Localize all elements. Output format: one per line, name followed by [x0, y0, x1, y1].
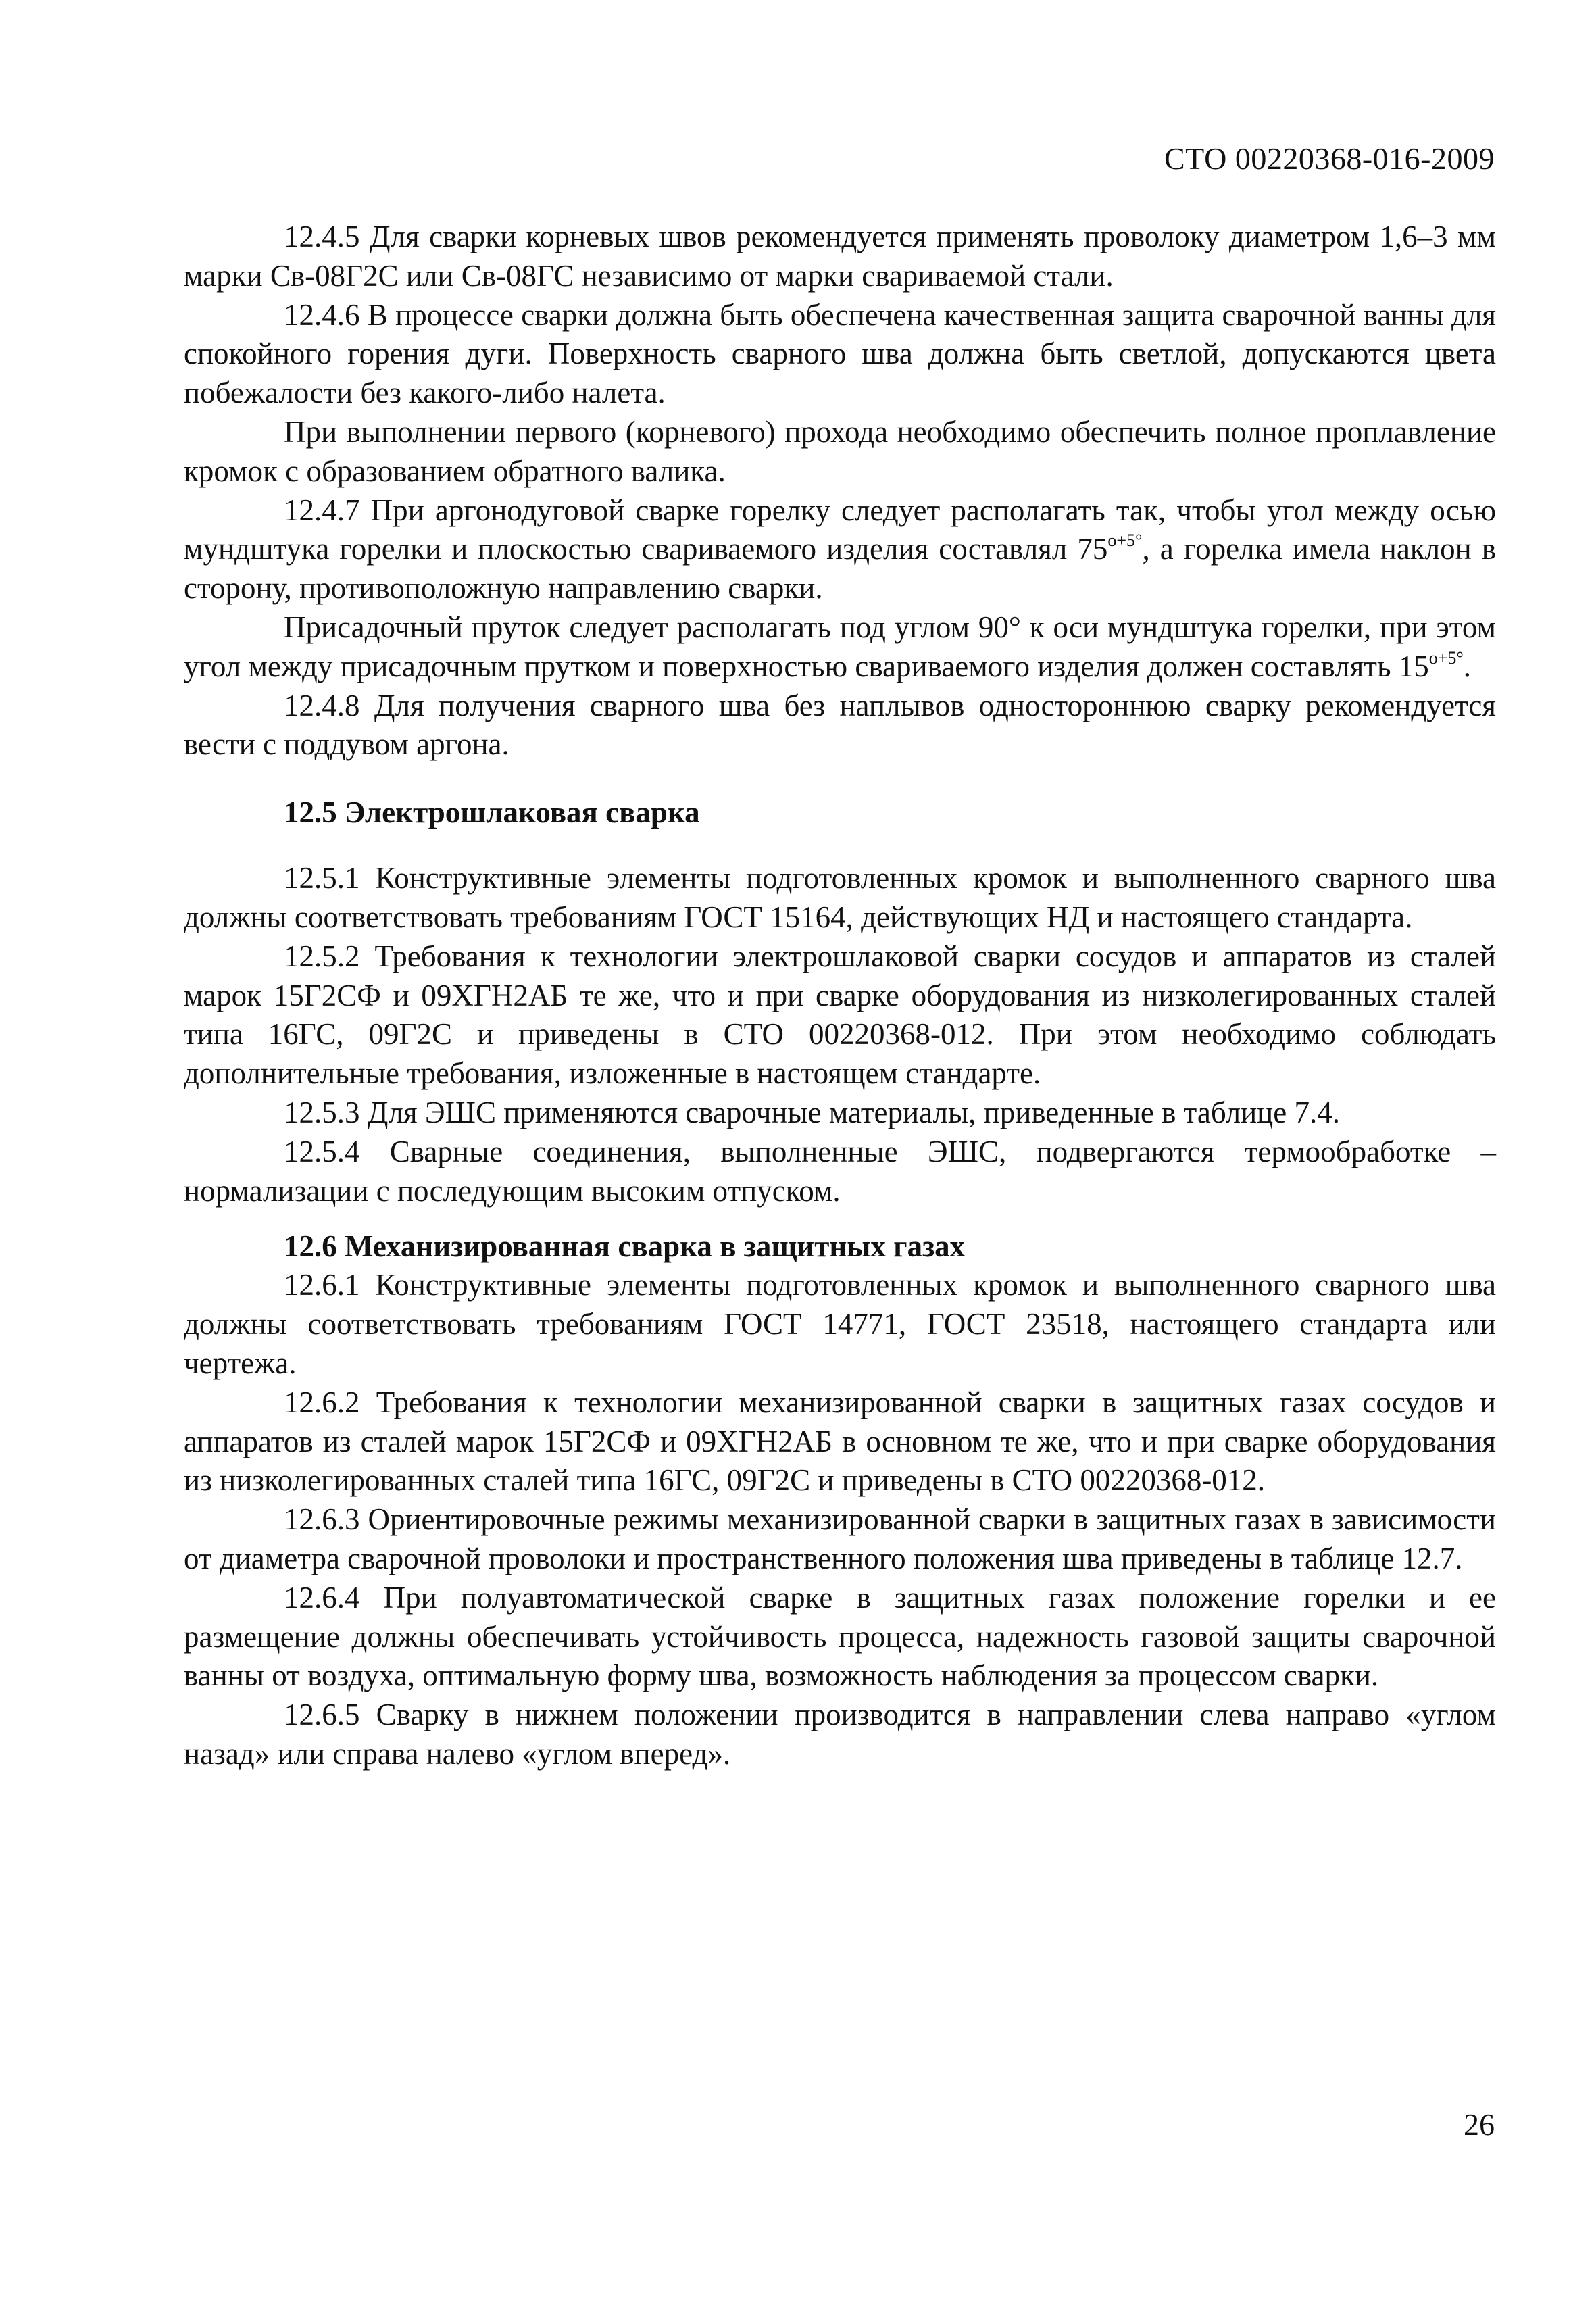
paragraph-12-4-7 — [184, 491, 1496, 608]
document-body — [184, 218, 1496, 1774]
paragraph-12-4-6: 12.4.6 В процессе сварки должна быть обеспечена качественная защита сварочной ванны для спокойного горения дуги. Поверхность сварного шва должна быть светлой, допускаются цвета побежалости без какого-либо налета. — [184, 297, 1496, 410]
paragraph-12-4-5: 12.4.5 Для сварки корневых швов рекомендуется применять проволоку диаметром 1,6–3 мм марки Св-08Г2С или Св-08ГС независимо от марки свариваемой стали. — [184, 220, 1496, 293]
paragraph-filler-rod-text-end: . — [1463, 649, 1472, 683]
paragraph-root-pass: При выполнении первого (корневого) прохода необходимо обеспечить полное проплавление кромок с образованием обратного валика. — [184, 414, 1496, 488]
paragraph-12-4-7-text: 12.4.7 При аргонодуговой сварке горелку следует располагать так, чтобы угол между осью мундштука горелки и плоскостью свариваемого изделия составлял 75 — [184, 493, 1496, 566]
paragraph-filler-rod — [184, 608, 1496, 687]
section-heading-12-6: 12.6 Механизированная сварка в защитных газах — [284, 1229, 966, 1264]
angle-tolerance-superscript: о+5° — [1107, 531, 1143, 551]
paragraph-12-6-4: 12.6.4 При полуавтоматической сварке в защитных газах положение горелки и ее размещение должны обеспечивать устойчивость процесса, надежность газовой защиты сварочной ванны от воздуха, оптимальную форму шва, возможность наблюдения за процессом сварки. — [184, 1580, 1496, 1693]
section-gap — [184, 1210, 1496, 1227]
paragraph-12-5-4: 12.5.4 Сварные соединения, выполненные ЭШС, подвергаются термообработке – нормализации с последующим высоким отпуском. — [184, 1134, 1496, 1208]
paragraph-12-5-3: 12.5.3 Для ЭШС применяются сварочные материалы, приведенные в таблице 7.4. — [284, 1095, 1340, 1129]
paragraph-12-5-1: 12.5.1 Конструктивные элементы подготовленных кромок и выполненного сварного шва должны соответствовать требованиям ГОСТ 15164, действующих НД и настоящего стандарта. — [184, 861, 1496, 934]
paragraph-12-6-3: 12.6.3 Ориентировочные режимы механизированной сварки в защитных газах в зависимости от диаметра сварочной проволоки и пространственного положения шва приведены в таблице 12.7. — [184, 1502, 1496, 1575]
paragraph-12-6-1: 12.6.1 Конструктивные элементы подготовленных кромок и выполненного сварного шва должны соответствовать требованиям ГОСТ 14771, ГОСТ 23518, настоящего стандарта или чертежа. — [184, 1268, 1496, 1380]
section-heading-12-5: 12.5 Электрошлаковая сварка — [284, 795, 700, 830]
paragraph-12-6-2: 12.6.2 Требования к технологии механизированной сварки в защитных газах сосудов и аппаратов из сталей марок 15Г2СФ и 09ХГН2АБ в основном те же, что и при сварке оборудования из низколегированных сталей типа 16ГС, 09Г2С и приведены в СТО 00220368-012. — [184, 1385, 1496, 1498]
paragraph-12-5-2: 12.5.2 Требования к технологии электрошлаковой сварки сосудов и аппаратов из сталей марок 15Г2СФ и 09ХГН2АБ те же, что и при сварке оборудования из низколегированных сталей типа 16ГС, 09Г2С и приведены в СТО 00220368-012. При этом необходимо соблюдать дополнительные требования, изложенные в настоящем стандарте. — [184, 939, 1496, 1091]
paragraph-12-6-5: 12.6.5 Сварку в нижнем положении производится в направлении слева направо «углом назад» или справа налево «углом вперед». — [184, 1698, 1496, 1771]
section-gap — [184, 832, 1496, 859]
paragraph-12-4-7-text-end: , а горелка имела наклон в сторону, противоположную направлению сварки. — [184, 532, 1497, 606]
paragraph-12-4-8: 12.4.8 Для получения сварного шва без наплывов одностороннюю сварку рекомендуется вести с поддувом аргона. — [184, 688, 1496, 762]
angle-tolerance-superscript: о+5° — [1428, 647, 1464, 668]
page-number: 26 — [1464, 2107, 1495, 2142]
section-gap — [184, 764, 1496, 793]
paragraph-filler-rod-text: Присадочный пруток следует располагать под углом 90° к оси мундштука горелки, при этом угол между присадочным прутком и поверхностью свариваемого изделия должен составлять 15 — [184, 610, 1496, 683]
document-code-header: СТО 00220368-016-2009 — [1164, 141, 1495, 176]
